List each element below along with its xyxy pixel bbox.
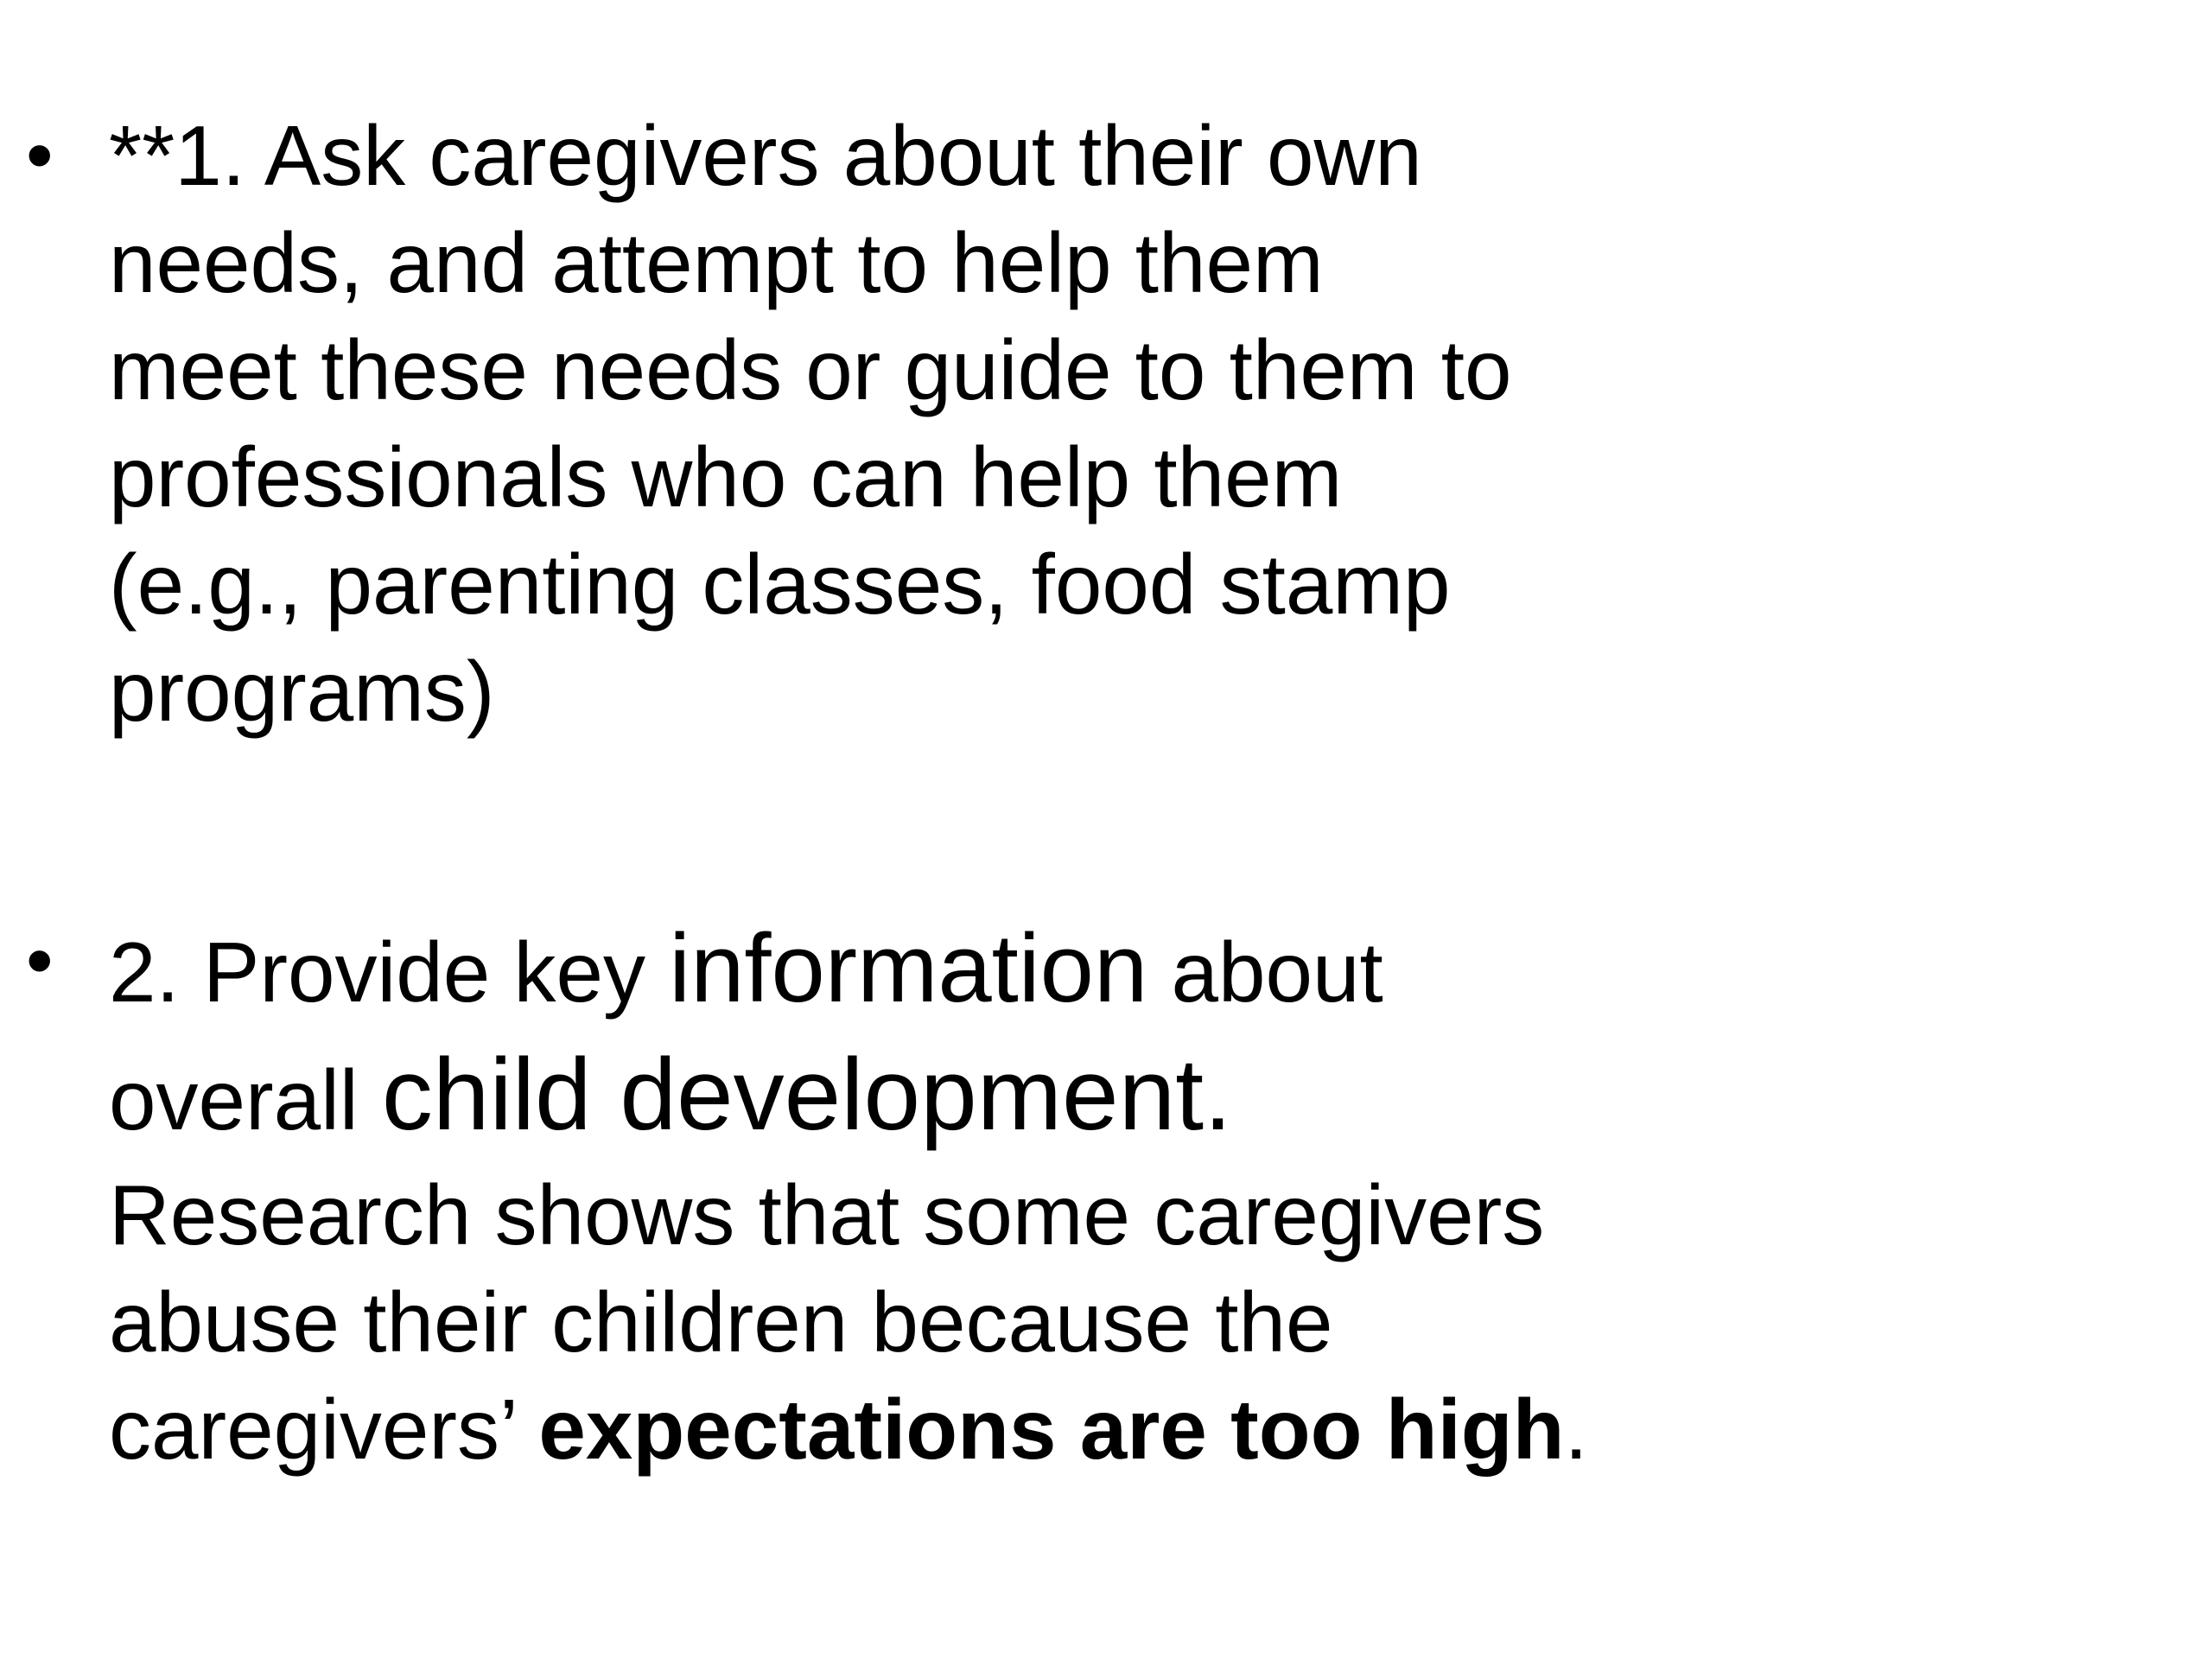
bullet-line: needs, and attempt to help them — [109, 215, 1324, 310]
text-run: 2. Provide key — [109, 925, 670, 1020]
bullet-text — [109, 102, 1681, 745]
bullet-line: programs) — [109, 644, 495, 739]
text-run: caregivers’ — [109, 1382, 539, 1477]
bullet-line: professionals who can help them — [109, 429, 1343, 524]
bullet-line — [109, 907, 1681, 1033]
bullet-line — [109, 1376, 1681, 1483]
bullet-text — [109, 907, 1681, 1483]
bullet-line — [109, 1033, 1681, 1161]
bullet-marker: • — [26, 112, 54, 199]
bullet-line: meet these needs or guide to them to — [109, 322, 1512, 417]
text-run-large: information — [669, 914, 1148, 1022]
text-run: . — [1564, 1382, 1588, 1477]
text-run: about — [1147, 925, 1383, 1020]
bullet-marker: • — [26, 918, 54, 1004]
bullet-line: abuse their children because the — [109, 1274, 1333, 1370]
bullet-line: **1. Ask caregivers about their own — [109, 108, 1422, 203]
bullet-line: Research shows that some caregivers — [109, 1167, 1545, 1262]
text-run-bold: expectations are too high — [538, 1382, 1565, 1477]
text-run-large: child development. — [381, 1038, 1232, 1152]
bullet-line: (e.g., parenting classes, food stamp — [109, 537, 1451, 632]
text-run: overall — [109, 1052, 382, 1147]
